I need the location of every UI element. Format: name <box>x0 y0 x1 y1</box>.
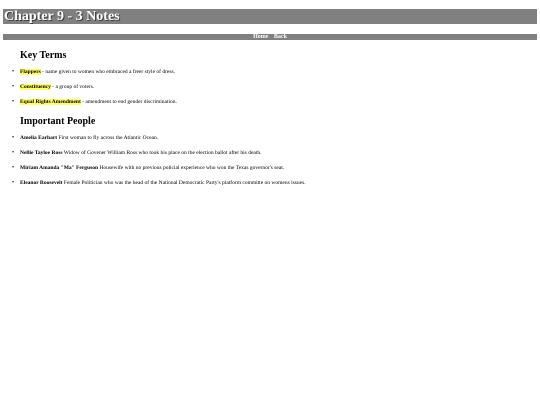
term-label: Constituency <box>20 84 51 90</box>
key-terms-heading: Key Terms <box>20 50 67 61</box>
important-people-heading: Important People <box>20 116 96 127</box>
person-name: Amelia Earhart <box>20 135 58 141</box>
person-name: Eleanor Roosevelt <box>20 180 63 186</box>
person-description: First woman to fly across the Atlantic Ocean. <box>57 135 159 141</box>
bullet-icon: • <box>12 150 15 156</box>
title-bar <box>3 9 537 24</box>
back-link[interactable]: Back <box>273 34 287 40</box>
list-item <box>12 165 284 172</box>
list-item <box>12 99 177 106</box>
list-item <box>12 180 306 187</box>
person-name: Nellie Tayloe Ross <box>20 150 63 156</box>
term-label: Equal Rights Amendment <box>20 99 81 105</box>
list-item <box>12 135 158 142</box>
home-link[interactable]: Home <box>253 34 269 40</box>
bullet-icon: • <box>12 69 15 75</box>
person-description: Widow of Govener William Ross who took his place on the election ballot after his death. <box>62 150 262 156</box>
bullet-icon: • <box>12 165 15 171</box>
person-description: Female Politician who was the head of the National Democratic Party's platform committe on womens issues. <box>62 180 306 186</box>
bullet-icon: • <box>12 99 15 105</box>
page-title: Chapter 9 - 3 Notes <box>4 9 120 24</box>
person-name: Miriam Amanda "Ma" Ferguson <box>20 165 99 171</box>
nav-bar <box>3 34 537 40</box>
bullet-icon: • <box>12 180 15 186</box>
bullet-icon: • <box>12 135 15 141</box>
list-item <box>12 84 94 91</box>
person-description: Housewife with no previous policial experience who won the Texas governor's seat. <box>98 165 285 171</box>
bullet-icon: • <box>12 84 15 90</box>
list-item <box>12 150 261 157</box>
term-definition: - a group of voters. <box>50 84 95 90</box>
term-definition: - amendment to end gender discrimination. <box>80 99 177 105</box>
term-label: Flappers <box>20 69 41 75</box>
list-item <box>12 69 175 76</box>
term-definition: - name given to women who embraced a freer style of dress. <box>40 69 176 75</box>
